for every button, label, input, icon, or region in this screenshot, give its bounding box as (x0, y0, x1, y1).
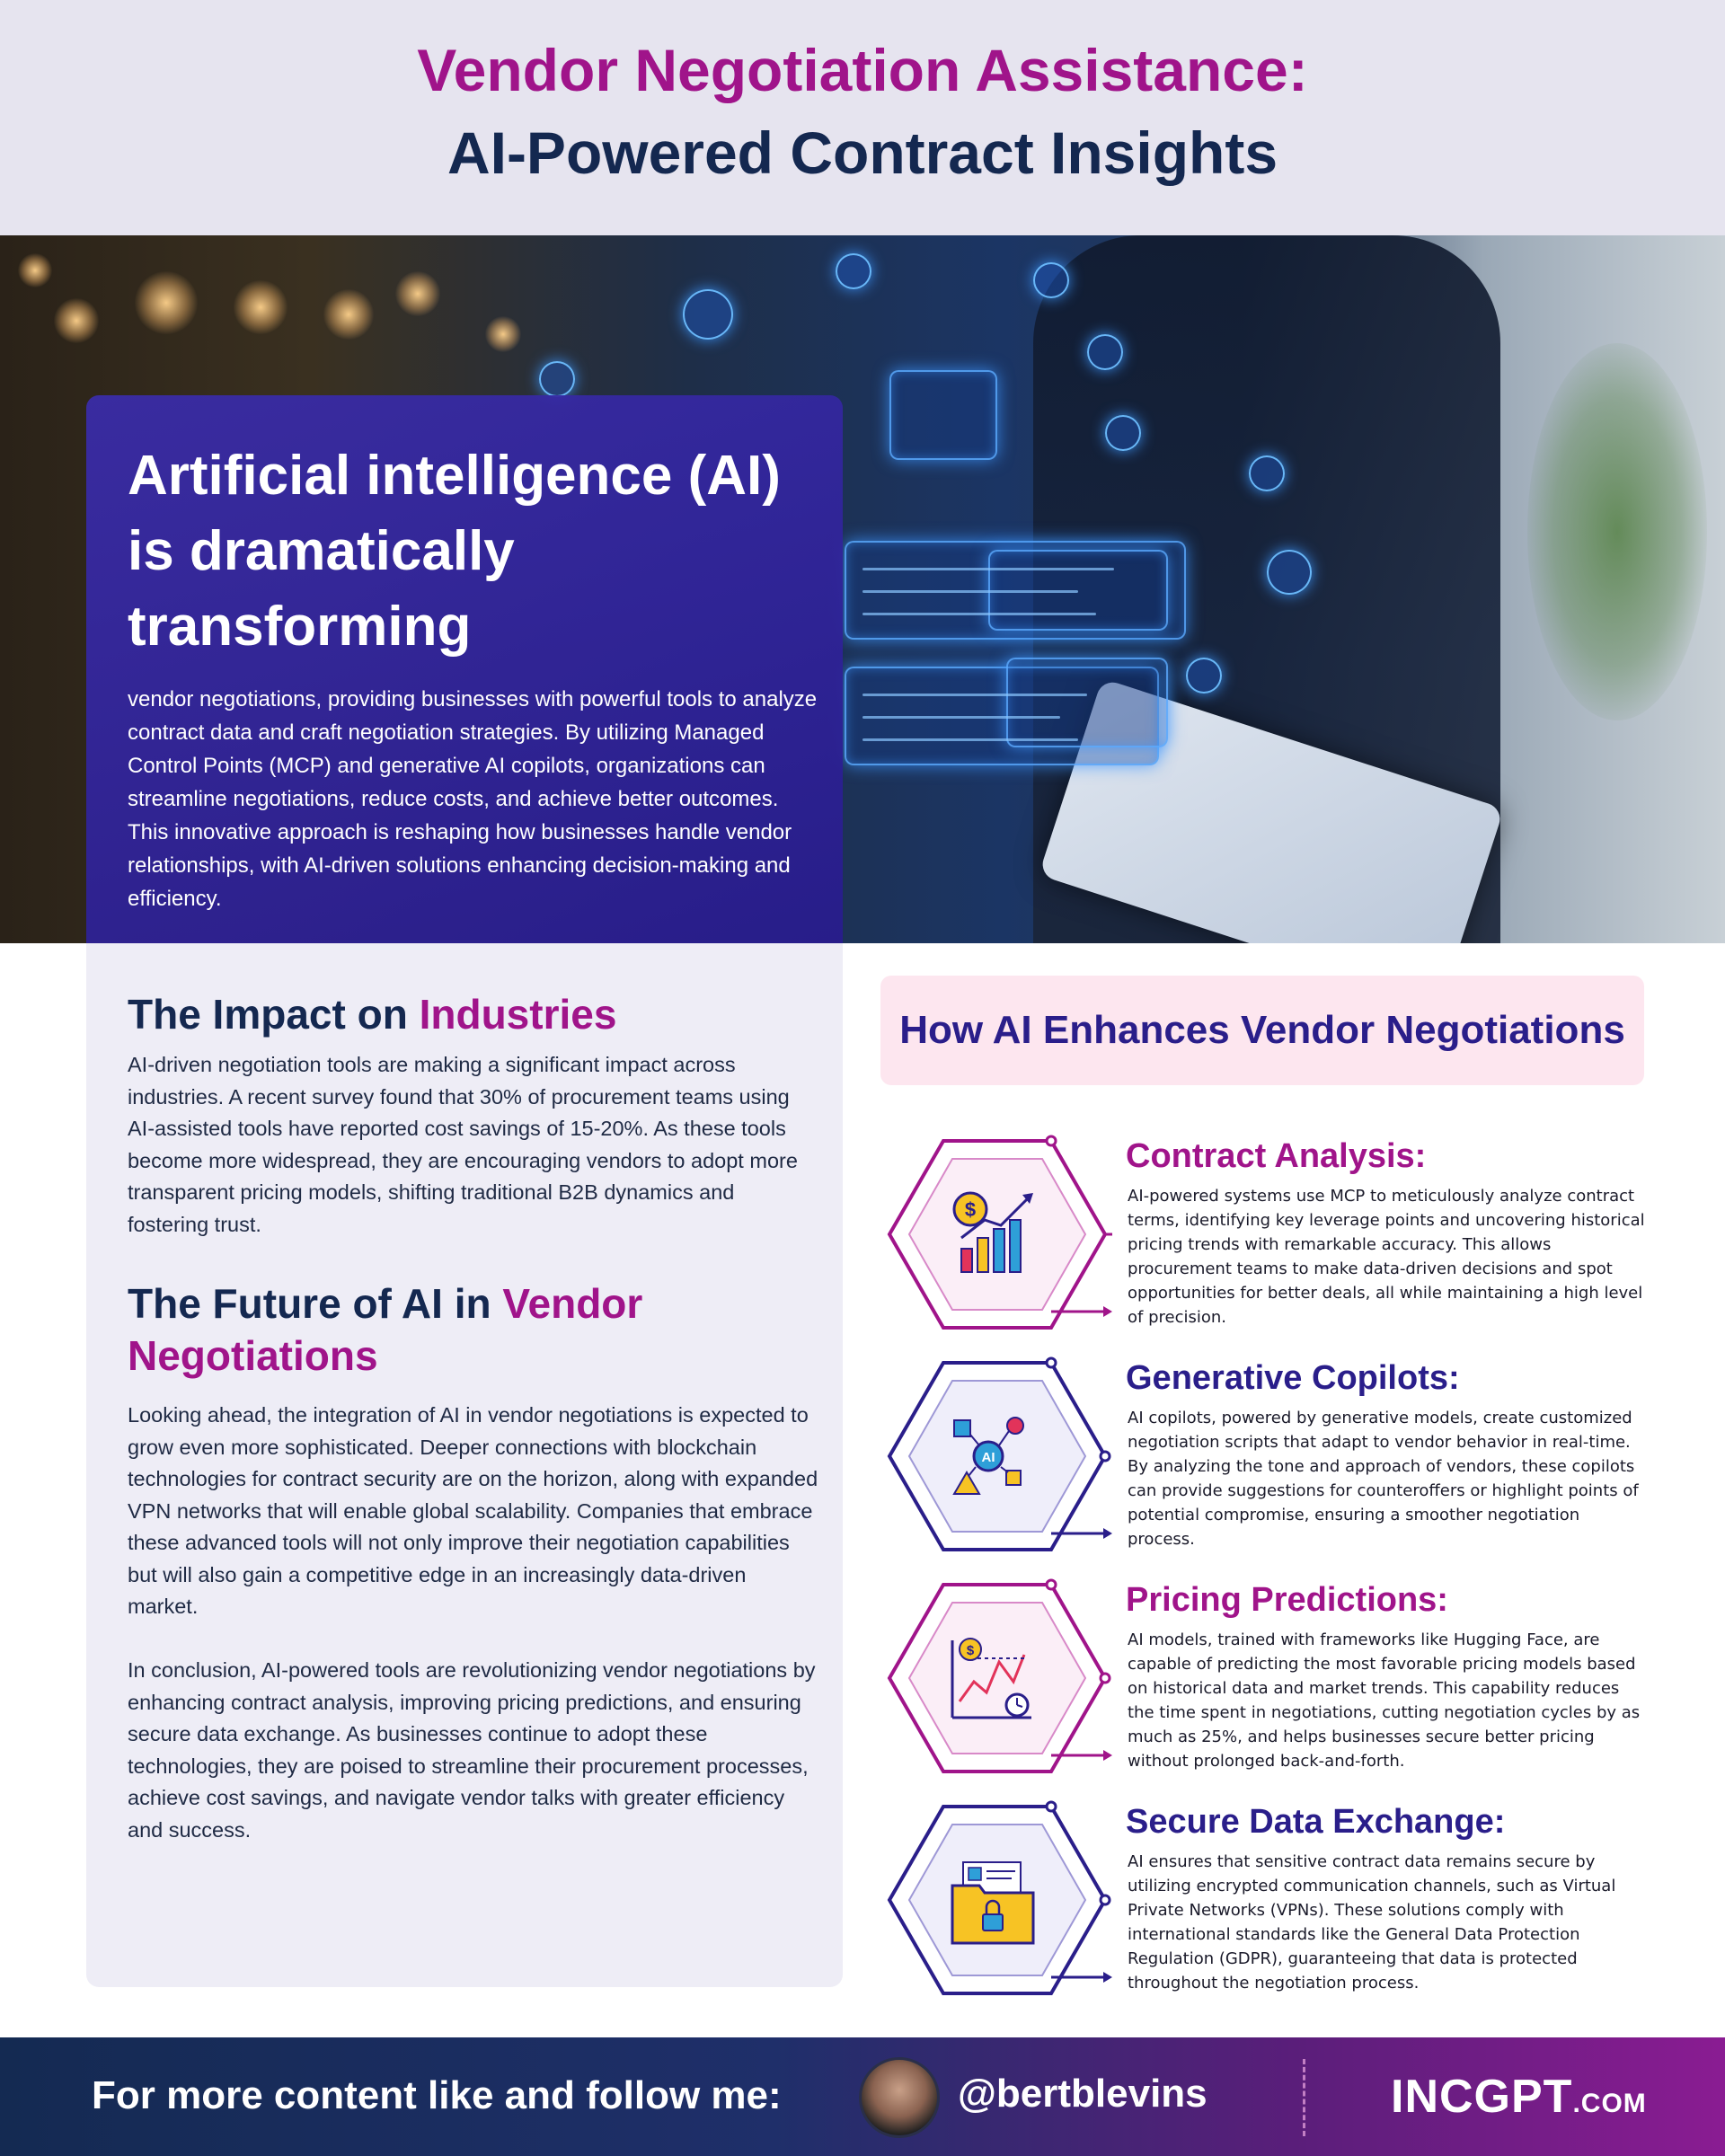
enhances-title: How AI Enhances Vendor Negotiations (880, 976, 1644, 1085)
footer (0, 2037, 1725, 2156)
future-title (128, 1277, 810, 1382)
impact-title-accent: Industries (419, 991, 617, 1038)
feature-contract-analysis (880, 1132, 1653, 1337)
ai-network-icon (880, 1354, 1114, 1559)
conclusion-text: In conclusion, AI-powered tools are revolutionizing vendor negotiations by enhancing contract analysis, improving pricing predictions, and ensuring secure data exchange. As businesses continue to adopt these technologies, they are poised to streamline their procurement processes, achieve cost savings, and navigate vendor talks with greater efficiency and success. (128, 1658, 816, 1842)
impact-text: AI-driven negotiation tools are making a significant impact across industries. A recent survey found that 30% of procurement teams using AI-assisted tools have reported cost savings of 15-20%. As these tools become more widespread, they are encouraging vendors to adopt more transparent pricing models, shifting traditional B2B dynamics and fostering trust. (128, 1053, 798, 1236)
impact-title (128, 988, 810, 1040)
hero-image (0, 235, 1725, 943)
header (0, 0, 1725, 235)
logo-main: INCGPT (1391, 2071, 1573, 2123)
feature-text: AI models, trained with frameworks like Hugging Face, are capable of predicting the most favorable pricing models based on historical data and market trends. This capability reduces the time spent in negotiations, cutting negotiation cycles by as much as 25%, and helps businesses secure better pricing without prolonged back-and-forth. (1128, 1630, 1641, 1771)
hero-intro-box (86, 395, 843, 943)
page-title-line1: Vendor Negotiation Assistance: (417, 37, 1308, 103)
future-title-main: The Future of AI in (128, 1280, 503, 1327)
hero-heading: Artificial intelligence (AI) is dramatically transforming (128, 445, 781, 658)
social-handle-link[interactable]: @bertblevins (958, 2072, 1208, 2116)
feature-text: AI ensures that sensitive contract data remains secure by utilizing encrypted communication channels, such as Virtual Private Networks (VPNs). These solutions comply with international standards like the General Data Protection Regulation (GDPR), guaranteeing that data is protected throughout the negotiation process. (1128, 1852, 1616, 1993)
future-title-accent: Vendor Negotiations (128, 1280, 643, 1379)
price-trend-icon (880, 1576, 1114, 1780)
feature-text: AI-powered systems use MCP to meticulously analyze contract terms, identifying key leverage points and uncovering historical pricing trends with remarkable accuracy. This allows procurement teams to make data-driven decisions and spot opportunities for better deals, all while maintaining a high level of precision. (1128, 1187, 1645, 1327)
incgpt-logo[interactable] (1391, 2070, 1647, 2124)
future-text: Looking ahead, the integration of AI in vendor negotiations is expected to grow even more sophisticated. Deeper connections with blockchain technologies for contract security are on the horizon, along with expanded VPN networks that will enable global scalability. Companies that embrace these advanced tools will not only improve their negotiation capabilities but will also gain a competitive edge in an increasingly data-driven market. (128, 1403, 818, 1618)
feature-text: AI copilots, powered by generative models, create customized negotiation scripts that adapt to vendor behavior in real-time. By analyzing the tone and approach of vendors, these copilots can provide suggestions for counteroffers or highlight points of potential compromise, ensuring a smoother negotiation process. (1128, 1409, 1639, 1549)
feature-title: Secure Data Exchange: (1126, 1803, 1506, 1841)
avatar[interactable] (859, 2057, 940, 2138)
feature-pricing-predictions (880, 1576, 1653, 1780)
feature-title: Contract Analysis: (1126, 1137, 1427, 1175)
impact-title-main: The Impact on (128, 991, 420, 1038)
svg-text:$: $ (964, 1198, 977, 1221)
footer-cta: For more content like and follow me: (92, 2073, 782, 2117)
feature-title: Pricing Predictions: (1126, 1581, 1448, 1619)
feature-title: Generative Copilots: (1126, 1359, 1460, 1397)
finance-chart-icon (880, 1132, 1114, 1337)
secure-folder-icon (880, 1798, 1114, 2002)
feature-secure-data-exchange (880, 1798, 1653, 2002)
svg-text:AI: AI (981, 1450, 995, 1465)
svg-text:$: $ (966, 1643, 975, 1658)
feature-generative-copilots (880, 1354, 1653, 1559)
left-panel (86, 943, 843, 1987)
hero-text: vendor negotiations, providing businesses with powerful tools to analyze contract data and craft negotiation strategies. By utilizing Managed Control Points (MCP) and generative AI copilots, organizations can streamline negotiations, reduce costs, and achieve better outcomes. This innovative approach is reshaping how businesses handle vendor relationships, with AI-driven solutions enhancing decision-making and efficiency. (128, 687, 818, 911)
logo-suffix: .COM (1572, 2089, 1647, 2118)
footer-divider (1303, 2059, 1305, 2136)
page-title-line2: AI-Powered Contract Insights (447, 119, 1278, 186)
